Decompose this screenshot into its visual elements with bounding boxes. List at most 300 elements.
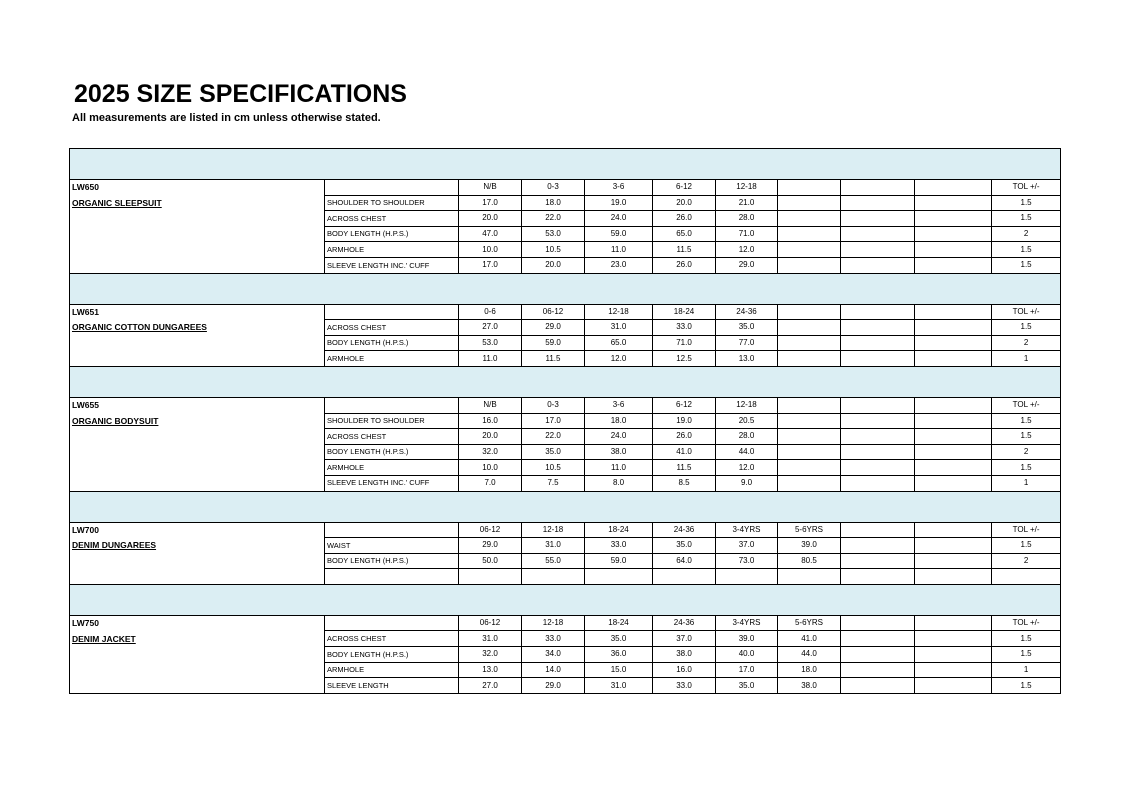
measurement-label: BODY LENGTH (H.P.S.) (325, 444, 459, 460)
measurement-label: ARMHOLE (325, 351, 459, 367)
product-cell-blank (70, 211, 325, 227)
measurement-value: 11.5 (653, 242, 716, 258)
size-header-cell: 5-6YRS (778, 615, 841, 631)
page-title: 2025 SIZE SPECIFICATIONS (74, 80, 407, 108)
measurement-value (841, 257, 915, 273)
measurement-value: 59.0 (585, 226, 653, 242)
measurement-value (841, 662, 915, 678)
measurement-label: ARMHOLE (325, 460, 459, 476)
tolerance-value: 1.5 (992, 429, 1061, 445)
size-header-cell: 12-18 (522, 522, 585, 538)
measurement-row (70, 460, 1061, 476)
measurement-row (70, 553, 1061, 569)
size-header-cell: 3-6 (585, 180, 653, 196)
measurement-value: 17.0 (459, 195, 522, 211)
tolerance-value: 1.5 (992, 538, 1061, 554)
measurement-value: 15.0 (585, 662, 653, 678)
section-band-fill (70, 584, 1061, 615)
measurement-value (778, 335, 841, 351)
measurement-value: 47.0 (459, 226, 522, 242)
measurement-value (915, 257, 992, 273)
tolerance-value: 1.5 (992, 211, 1061, 227)
tolerance-value: 1.5 (992, 631, 1061, 647)
measurement-value (778, 444, 841, 460)
tolerance-value: 2 (992, 444, 1061, 460)
measurement-header-blank (325, 304, 459, 320)
measurement-label: BODY LENGTH (H.P.S.) (325, 226, 459, 242)
tolerance-value: 1 (992, 662, 1061, 678)
measurement-value (778, 429, 841, 445)
measurement-value: 12.5 (653, 351, 716, 367)
size-header-cell (841, 397, 915, 413)
size-header-cell (778, 180, 841, 196)
section-band (70, 366, 1061, 397)
size-header-cell: 12-18 (522, 615, 585, 631)
measurement-value (841, 460, 915, 476)
measurement-value (841, 413, 915, 429)
measurement-value (841, 569, 915, 585)
section-band (70, 491, 1061, 522)
measurement-value (915, 195, 992, 211)
measurement-value: 14.0 (522, 662, 585, 678)
measurement-label: ACROSS CHEST (325, 211, 459, 227)
measurement-value: 36.0 (585, 647, 653, 663)
measurement-value (915, 460, 992, 476)
size-header-row (70, 522, 1061, 538)
measurement-value: 77.0 (716, 335, 778, 351)
measurement-value: 29.0 (522, 320, 585, 336)
measurement-value: 38.0 (653, 647, 716, 663)
measurement-value: 29.0 (522, 678, 585, 694)
measurement-value: 34.0 (522, 647, 585, 663)
size-header-cell (841, 615, 915, 631)
measurement-value: 53.0 (459, 335, 522, 351)
product-code: LW700 (70, 522, 325, 538)
measurement-value (915, 429, 992, 445)
product-cell-blank (70, 475, 325, 491)
measurement-label (325, 569, 459, 585)
tolerance-header: TOL +/- (992, 522, 1061, 538)
measurement-value: 33.0 (653, 678, 716, 694)
product-name: ORGANIC COTTON DUNGAREES (70, 320, 325, 336)
measurement-value: 10.0 (459, 242, 522, 258)
size-header-row (70, 397, 1061, 413)
section-band-fill (70, 366, 1061, 397)
measurement-row (70, 195, 1061, 211)
size-header-cell: 24-36 (653, 522, 716, 538)
measurement-value: 35.0 (653, 538, 716, 554)
product-code: LW655 (70, 397, 325, 413)
measurement-value: 26.0 (653, 257, 716, 273)
measurement-value: 65.0 (585, 335, 653, 351)
measurement-value: 20.0 (459, 429, 522, 445)
measurement-row (70, 444, 1061, 460)
measurement-value: 39.0 (716, 631, 778, 647)
measurement-row (70, 569, 1061, 585)
measurement-value: 64.0 (653, 553, 716, 569)
measurement-row (70, 335, 1061, 351)
section-band-fill (70, 491, 1061, 522)
measurement-value (841, 335, 915, 351)
measurement-value (778, 413, 841, 429)
measurement-value (778, 226, 841, 242)
measurement-value: 50.0 (459, 553, 522, 569)
measurement-value (915, 351, 992, 367)
measurement-value (915, 320, 992, 336)
size-header-cell (841, 304, 915, 320)
measurement-value: 18.0 (522, 195, 585, 211)
size-header-row (70, 304, 1061, 320)
measurement-value (522, 569, 585, 585)
tolerance-value: 1 (992, 475, 1061, 491)
measurement-value (915, 631, 992, 647)
tolerance-value: 1.5 (992, 413, 1061, 429)
measurement-value: 13.0 (716, 351, 778, 367)
measurement-row (70, 257, 1061, 273)
spec-table-body (70, 149, 1061, 694)
size-header-row (70, 180, 1061, 196)
measurement-value: 13.0 (459, 662, 522, 678)
product-code: LW651 (70, 304, 325, 320)
measurement-label: ACROSS CHEST (325, 320, 459, 336)
measurement-label: BODY LENGTH (H.P.S.) (325, 553, 459, 569)
size-header-cell: 12-18 (716, 180, 778, 196)
size-header-cell: 18-24 (585, 615, 653, 631)
measurement-value (778, 320, 841, 336)
size-header-cell: 18-24 (653, 304, 716, 320)
size-header-cell: 0-3 (522, 180, 585, 196)
measurement-value: 38.0 (585, 444, 653, 460)
measurement-row (70, 242, 1061, 258)
measurement-value: 32.0 (459, 647, 522, 663)
section-band-fill (70, 273, 1061, 304)
measurement-value: 19.0 (653, 413, 716, 429)
product-code: LW750 (70, 615, 325, 631)
size-header-cell: 06-12 (522, 304, 585, 320)
measurement-value: 20.0 (653, 195, 716, 211)
product-cell-blank (70, 351, 325, 367)
measurement-value: 59.0 (522, 335, 585, 351)
measurement-value (653, 569, 716, 585)
measurement-header-blank (325, 180, 459, 196)
size-header-cell (778, 304, 841, 320)
measurement-value: 11.5 (522, 351, 585, 367)
measurement-value: 37.0 (716, 538, 778, 554)
measurement-value: 80.5 (778, 553, 841, 569)
measurement-value: 28.0 (716, 429, 778, 445)
measurement-label: SHOULDER TO SHOULDER (325, 195, 459, 211)
size-header-cell (841, 180, 915, 196)
measurement-row (70, 647, 1061, 663)
measurement-value: 22.0 (522, 211, 585, 227)
product-name: ORGANIC BODYSUIT (70, 413, 325, 429)
measurement-value (915, 242, 992, 258)
measurement-label: BODY LENGTH (H.P.S.) (325, 335, 459, 351)
measurement-value: 35.0 (585, 631, 653, 647)
measurement-value: 27.0 (459, 678, 522, 694)
measurement-value: 35.0 (716, 678, 778, 694)
size-spec-table (69, 148, 1061, 694)
measurement-value (778, 569, 841, 585)
product-name: DENIM DUNGAREES (70, 538, 325, 554)
measurement-value (915, 538, 992, 554)
measurement-value: 11.0 (459, 351, 522, 367)
tolerance-value: 1.5 (992, 195, 1061, 211)
measurement-value: 38.0 (778, 678, 841, 694)
measurement-value (778, 211, 841, 227)
measurement-value (778, 475, 841, 491)
measurement-value: 17.0 (522, 413, 585, 429)
tolerance-value: 1.5 (992, 320, 1061, 336)
measurement-label: ARMHOLE (325, 242, 459, 258)
size-header-cell: 0-3 (522, 397, 585, 413)
measurement-label: ACROSS CHEST (325, 631, 459, 647)
measurement-value: 24.0 (585, 211, 653, 227)
measurement-value: 18.0 (585, 413, 653, 429)
section-band-fill (70, 149, 1061, 180)
measurement-value: 59.0 (585, 553, 653, 569)
measurement-value: 33.0 (653, 320, 716, 336)
measurement-value (585, 569, 653, 585)
product-cell-blank (70, 257, 325, 273)
measurement-value (778, 257, 841, 273)
measurement-value: 10.5 (522, 242, 585, 258)
measurement-header-blank (325, 397, 459, 413)
measurement-value (841, 195, 915, 211)
product-cell-blank (70, 647, 325, 663)
product-cell-blank (70, 429, 325, 445)
product-cell-blank (70, 553, 325, 569)
measurement-value (915, 569, 992, 585)
measurement-value: 17.0 (459, 257, 522, 273)
tolerance-header: TOL +/- (992, 180, 1061, 196)
measurement-label: ACROSS CHEST (325, 429, 459, 445)
size-header-cell: 0-6 (459, 304, 522, 320)
tolerance-value: 1.5 (992, 460, 1061, 476)
product-cell-blank (70, 242, 325, 258)
measurement-value (778, 195, 841, 211)
measurement-value: 71.0 (716, 226, 778, 242)
measurement-value (915, 444, 992, 460)
size-header-cell (915, 180, 992, 196)
measurement-value (841, 444, 915, 460)
size-header-cell: 12-18 (585, 304, 653, 320)
measurement-value (841, 211, 915, 227)
measurement-header-blank (325, 522, 459, 538)
measurement-value: 32.0 (459, 444, 522, 460)
size-header-cell: N/B (459, 180, 522, 196)
measurement-value (915, 335, 992, 351)
measurement-value: 35.0 (716, 320, 778, 336)
measurement-label: SLEEVE LENGTH (325, 678, 459, 694)
measurement-label: WAIST (325, 538, 459, 554)
measurement-value: 7.5 (522, 475, 585, 491)
size-header-cell: 24-36 (716, 304, 778, 320)
measurement-value: 17.0 (716, 662, 778, 678)
measurement-row (70, 320, 1061, 336)
measurement-value: 65.0 (653, 226, 716, 242)
tolerance-header: TOL +/- (992, 304, 1061, 320)
measurement-value (778, 242, 841, 258)
measurement-value (915, 211, 992, 227)
size-header-cell: 06-12 (459, 522, 522, 538)
measurement-row (70, 226, 1061, 242)
measurement-value: 12.0 (585, 351, 653, 367)
measurement-value: 31.0 (522, 538, 585, 554)
measurement-value: 53.0 (522, 226, 585, 242)
product-cell-blank (70, 335, 325, 351)
measurement-value (841, 320, 915, 336)
measurement-label: ARMHOLE (325, 662, 459, 678)
product-cell-blank (70, 444, 325, 460)
measurement-value (915, 662, 992, 678)
size-header-cell: 24-36 (653, 615, 716, 631)
measurement-value (915, 678, 992, 694)
measurement-value (915, 475, 992, 491)
size-header-cell (915, 522, 992, 538)
size-header-cell: 6-12 (653, 180, 716, 196)
measurement-value: 26.0 (653, 211, 716, 227)
product-name: DENIM JACKET (70, 631, 325, 647)
measurement-value: 21.0 (716, 195, 778, 211)
measurement-value (841, 475, 915, 491)
measurement-label: SLEEVE LENGTH INC.' CUFF (325, 475, 459, 491)
measurement-value (841, 678, 915, 694)
measurement-value: 8.5 (653, 475, 716, 491)
measurement-value: 55.0 (522, 553, 585, 569)
measurement-value: 8.0 (585, 475, 653, 491)
size-header-cell: 06-12 (459, 615, 522, 631)
measurement-value (841, 553, 915, 569)
size-header-cell (841, 522, 915, 538)
tolerance-header: TOL +/- (992, 397, 1061, 413)
measurement-value: 71.0 (653, 335, 716, 351)
measurement-value: 44.0 (778, 647, 841, 663)
tolerance-value (992, 569, 1061, 585)
measurement-header-blank (325, 615, 459, 631)
measurement-value: 40.0 (716, 647, 778, 663)
tolerance-value: 2 (992, 553, 1061, 569)
measurement-row (70, 538, 1061, 554)
measurement-value: 18.0 (778, 662, 841, 678)
size-header-cell: N/B (459, 397, 522, 413)
measurement-row (70, 351, 1061, 367)
measurement-value: 31.0 (585, 678, 653, 694)
measurement-row (70, 413, 1061, 429)
measurement-value: 26.0 (653, 429, 716, 445)
measurement-value: 24.0 (585, 429, 653, 445)
measurement-value: 12.0 (716, 460, 778, 476)
measurement-row (70, 662, 1061, 678)
size-header-cell: 12-18 (716, 397, 778, 413)
measurement-row (70, 211, 1061, 227)
size-header-cell (915, 397, 992, 413)
measurement-value (841, 631, 915, 647)
section-band (70, 273, 1061, 304)
tolerance-value: 2 (992, 335, 1061, 351)
measurement-value (841, 538, 915, 554)
product-code: LW650 (70, 180, 325, 196)
measurement-value: 16.0 (459, 413, 522, 429)
measurement-value (841, 351, 915, 367)
size-header-cell: 3-6 (585, 397, 653, 413)
measurement-value (778, 460, 841, 476)
measurement-value: 27.0 (459, 320, 522, 336)
measurement-value (459, 569, 522, 585)
measurement-value (841, 242, 915, 258)
measurement-value (841, 429, 915, 445)
tolerance-value: 1 (992, 351, 1061, 367)
measurement-value (915, 226, 992, 242)
measurement-value: 23.0 (585, 257, 653, 273)
product-cell-blank (70, 662, 325, 678)
measurement-value: 33.0 (585, 538, 653, 554)
measurement-row (70, 678, 1061, 694)
measurement-value: 44.0 (716, 444, 778, 460)
size-header-cell: 18-24 (585, 522, 653, 538)
size-header-row (70, 615, 1061, 631)
tolerance-value: 1.5 (992, 678, 1061, 694)
measurement-value: 37.0 (653, 631, 716, 647)
measurement-value: 41.0 (778, 631, 841, 647)
product-cell-blank (70, 569, 325, 585)
measurement-value (915, 413, 992, 429)
measurement-value: 9.0 (716, 475, 778, 491)
section-band (70, 584, 1061, 615)
measurement-value (778, 351, 841, 367)
measurement-value: 20.0 (522, 257, 585, 273)
measurement-row (70, 631, 1061, 647)
tolerance-value: 1.5 (992, 242, 1061, 258)
measurement-label: SLEEVE LENGTH INC.' CUFF (325, 257, 459, 273)
measurement-value: 11.5 (653, 460, 716, 476)
size-header-cell: 3-4YRS (716, 522, 778, 538)
measurement-value: 20.5 (716, 413, 778, 429)
product-name: ORGANIC SLEEPSUIT (70, 195, 325, 211)
measurement-value (915, 553, 992, 569)
product-cell-blank (70, 226, 325, 242)
measurement-value: 22.0 (522, 429, 585, 445)
measurement-value: 29.0 (459, 538, 522, 554)
size-header-cell (915, 615, 992, 631)
measurement-value: 31.0 (585, 320, 653, 336)
product-cell-blank (70, 678, 325, 694)
measurement-value: 28.0 (716, 211, 778, 227)
measurement-value (841, 647, 915, 663)
measurement-value: 35.0 (522, 444, 585, 460)
product-cell-blank (70, 460, 325, 476)
measurement-value: 33.0 (522, 631, 585, 647)
measurement-value (716, 569, 778, 585)
measurement-value: 20.0 (459, 211, 522, 227)
measurement-value: 11.0 (585, 242, 653, 258)
size-header-cell: 6-12 (653, 397, 716, 413)
tolerance-value: 1.5 (992, 257, 1061, 273)
size-header-cell (778, 397, 841, 413)
size-header-cell (915, 304, 992, 320)
measurement-value: 11.0 (585, 460, 653, 476)
measurement-value: 29.0 (716, 257, 778, 273)
measurement-value: 73.0 (716, 553, 778, 569)
measurement-label: SHOULDER TO SHOULDER (325, 413, 459, 429)
tolerance-value: 2 (992, 226, 1061, 242)
measurement-value: 12.0 (716, 242, 778, 258)
measurement-row (70, 475, 1061, 491)
measurement-row (70, 429, 1061, 445)
measurement-label: BODY LENGTH (H.P.S.) (325, 647, 459, 663)
size-header-cell: 5-6YRS (778, 522, 841, 538)
measurement-value: 31.0 (459, 631, 522, 647)
